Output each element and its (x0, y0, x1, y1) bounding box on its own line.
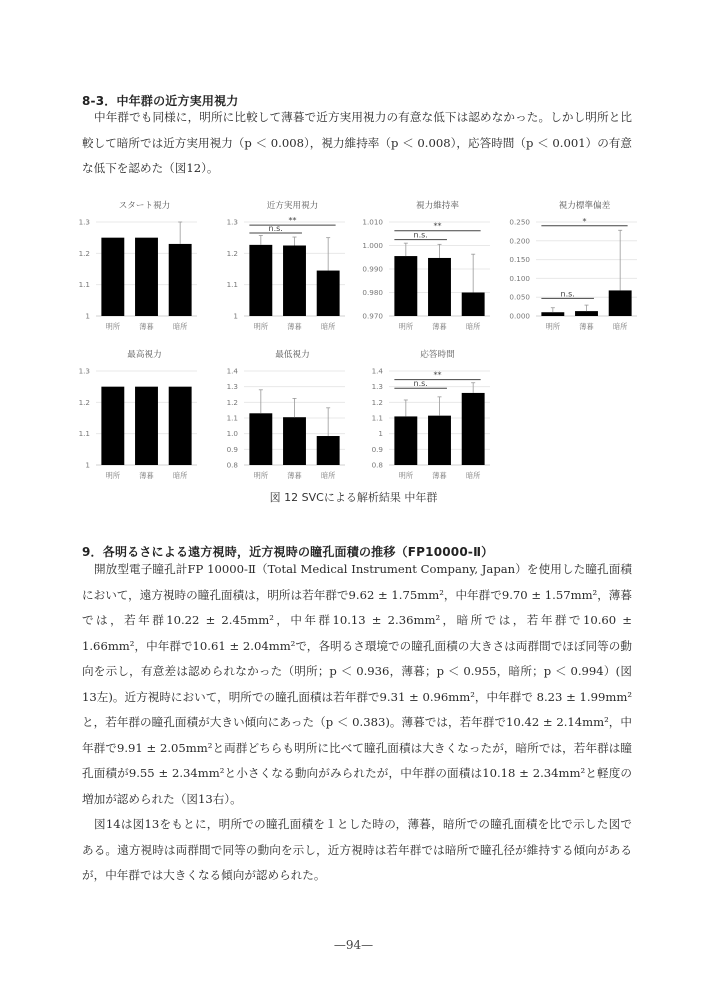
x-category-label: 暗所 (172, 471, 188, 480)
y-tick-label: 1.4 (226, 366, 238, 376)
y-tick-label: 1.2 (226, 248, 238, 258)
y-tick-label: 1.2 (78, 248, 90, 258)
chart-title: 視力維持率 (416, 201, 459, 211)
section-8-3-text: 中年群でも同様に，明所に比較して薄暮で近方実用視力の有意な低下は認めなかった。しかし明所と比較して暗所では近方実用視力（p ＜ 0.008），視力維持率（p ＜ 0.008），応答時間（p ＜ 0.001）の有意な低下を認めた（図12）。 (82, 110, 632, 175)
significance-label: n.s. (413, 230, 428, 240)
y-tick-label: 1.3 (371, 382, 383, 392)
y-tick-label: 0.980 (362, 288, 383, 297)
chart-title: 視力標準偏差 (558, 201, 611, 211)
section-9-paragraph-2: 図14は図13をもとに，明所での瞳孔面積を１とした時の，薄暮，暗所での瞳孔面積を比で示した図である。遠方視時は両群間で同等の動向を示し，近方視時は若年群では暗所で瞳孔径が維持する傾向があるが，中年群では大きくなる傾向が認められた。 (82, 817, 632, 882)
chart-min-acuity (210, 345, 350, 489)
x-category-label: 薄暮 (432, 471, 447, 480)
y-tick-label: 0.990 (362, 264, 383, 274)
chart-response-time (355, 345, 495, 489)
bar (462, 293, 485, 317)
y-tick-label: 0.150 (509, 255, 530, 265)
y-tick-label: 1.1 (371, 413, 383, 423)
y-tick-label: 0.050 (509, 292, 530, 302)
y-tick-label: 1 (233, 311, 238, 321)
x-category-label: 暗所 (320, 471, 336, 480)
x-category-label: 明所 (105, 471, 121, 480)
y-tick-label: 0.970 (362, 311, 383, 321)
bar (135, 238, 158, 316)
x-category-label: 薄暮 (432, 322, 447, 331)
bar (169, 387, 192, 465)
bar (169, 244, 192, 316)
significance-label: n.s. (268, 223, 283, 233)
bar (575, 311, 598, 316)
x-category-label: 薄暮 (139, 322, 154, 331)
x-category-label: 薄暮 (579, 322, 594, 331)
x-category-label: 明所 (105, 322, 121, 331)
x-category-label: 暗所 (172, 322, 188, 331)
y-tick-label: 1.3 (226, 382, 238, 392)
x-category-label: 明所 (398, 471, 414, 480)
x-category-label: 明所 (253, 322, 269, 331)
significance-label: n.s. (560, 289, 575, 299)
y-tick-label: 0.200 (509, 236, 530, 246)
bar (541, 312, 564, 316)
chart-svg (210, 196, 350, 336)
x-category-label: 薄暮 (287, 471, 302, 480)
chart-acuity-maintenance-ratio (355, 196, 495, 340)
x-category-label: 薄暮 (287, 322, 302, 331)
significance-label: ** (433, 221, 442, 231)
y-tick-label: 1.2 (226, 397, 238, 407)
y-tick-label: 0.000 (509, 311, 530, 321)
significance-label: * (582, 216, 587, 226)
figure-caption: 図 12 SVCによる解析結果 中年群 (269, 491, 438, 504)
y-tick-label: 1.000 (362, 241, 383, 250)
x-category-label: 薄暮 (139, 471, 154, 480)
bar (283, 417, 306, 465)
chart-title: 応答時間 (420, 350, 455, 360)
chart-title: 最低視力 (275, 350, 310, 360)
y-tick-label: 1 (85, 460, 90, 470)
bar (462, 393, 485, 465)
chart-svg (355, 345, 495, 485)
bar (283, 246, 306, 317)
bar (609, 290, 632, 316)
y-tick-label: 0.8 (371, 460, 383, 470)
y-tick-label: 1.1 (226, 280, 238, 290)
bar (135, 387, 158, 465)
y-tick-label: 1.010 (362, 217, 383, 227)
bar (249, 245, 272, 316)
bar (101, 387, 124, 465)
bar (249, 413, 272, 465)
bar (428, 258, 451, 316)
y-tick-label: 0.9 (371, 444, 383, 454)
x-category-label: 明所 (253, 471, 269, 480)
chart-svg (62, 196, 202, 336)
chart-max-acuity (62, 345, 202, 489)
y-tick-label: 1.2 (78, 397, 90, 407)
significance-label: ** (433, 370, 442, 380)
chart-title: 最高視力 (127, 350, 162, 360)
section-9-heading: 9．各明るさによる遠方視時，近方視時の瞳孔面積の推移（FP10000-Ⅱ） (82, 545, 494, 559)
y-tick-label: 1 (85, 311, 90, 321)
y-tick-label: 1.3 (78, 217, 90, 227)
section-9-paragraph-1: 開放型電子瞳孔計FP 10000-Ⅱ（Total Medical Instrument Company, Japan）を使用した瞳孔面積において，遠方視時の瞳孔面積は，明所は若年群で9.62 ± 1.75mm²，中年群で9.70 ± 1.57mm²，薄暮では，若年群10.22 ± 2.45mm²，中年群10.13 ± 2.36mm²，暗所では，若年群で10.60 ± 1.66mm²，中年群で10.61 ± 2.04mm²で，各明るさ環境での瞳孔面積の大きさは両群間でほぼ同等の動向を示し，有意差は認められなかった（明所；p ＜ 0.936，薄暮；p ＜ 0.955，暗所；p ＜ 0.994）(図13左)。近方視時において，明所での瞳孔面積は若年群で9.31 ± 0.96mm²，中年群で 8.23 ± 1.99mm²と，若年群の瞳孔面積が大きい傾向にあった（p ＜ 0.383)。薄暮では，若年群で10.42 ± 2.14mm²，中年群で9.91 ± 2.05mm²と両群どちらも明所に比べて瞳孔面積は大きくなったが，暗所では，若年群は瞳孔面積が9.55 ± 2.34mm²と小さくなる動向がみられたが，中年群の面積は10.18 ± 2.34mm²と軽度の増加が認められた（図13右）。 (82, 562, 632, 806)
x-category-label: 暗所 (465, 471, 481, 480)
y-tick-label: 0.8 (226, 460, 238, 470)
chart-svg (62, 345, 202, 485)
x-category-label: 暗所 (320, 322, 336, 331)
bar (428, 416, 451, 465)
chart-svg (502, 196, 642, 336)
y-tick-label: 1.2 (371, 397, 383, 407)
section-8-3-paragraph (82, 105, 632, 182)
x-category-label: 暗所 (465, 322, 481, 331)
y-tick-label: 1.1 (78, 280, 90, 290)
chart-svg (355, 196, 495, 336)
y-tick-label: 0.9 (226, 444, 238, 454)
significance-label: ** (288, 216, 297, 226)
chart-title: 近方実用視力 (266, 201, 319, 211)
y-tick-label: 1.0 (226, 429, 238, 439)
significance-label: n.s. (413, 379, 428, 389)
y-tick-label: 1.1 (226, 413, 238, 423)
y-tick-label: 0.250 (509, 217, 530, 227)
y-tick-label: 1.3 (78, 366, 90, 376)
y-tick-label: 1.3 (226, 217, 238, 227)
bar (317, 271, 340, 316)
chart-start-acuity (62, 196, 202, 340)
x-category-label: 明所 (545, 322, 561, 331)
section-8-3-heading: 8-3．中年群の近方実用視力 (82, 94, 239, 108)
page-number: —94— (333, 938, 374, 952)
bar (317, 436, 340, 465)
y-tick-label: 1.4 (371, 366, 383, 376)
y-tick-label: 0.100 (509, 273, 530, 283)
chart-svg (210, 345, 350, 485)
bar (101, 238, 124, 316)
chart-title: スタート視力 (118, 201, 171, 211)
section-9-body (82, 557, 632, 889)
bar (394, 256, 417, 316)
x-category-label: 暗所 (612, 322, 628, 331)
y-tick-label: 1 (378, 429, 383, 439)
bar (394, 416, 417, 465)
chart-acuity-sd (502, 196, 642, 340)
chart-near-functional-acuity (210, 196, 350, 340)
y-tick-label: 1.1 (78, 429, 90, 439)
x-category-label: 明所 (398, 322, 414, 331)
